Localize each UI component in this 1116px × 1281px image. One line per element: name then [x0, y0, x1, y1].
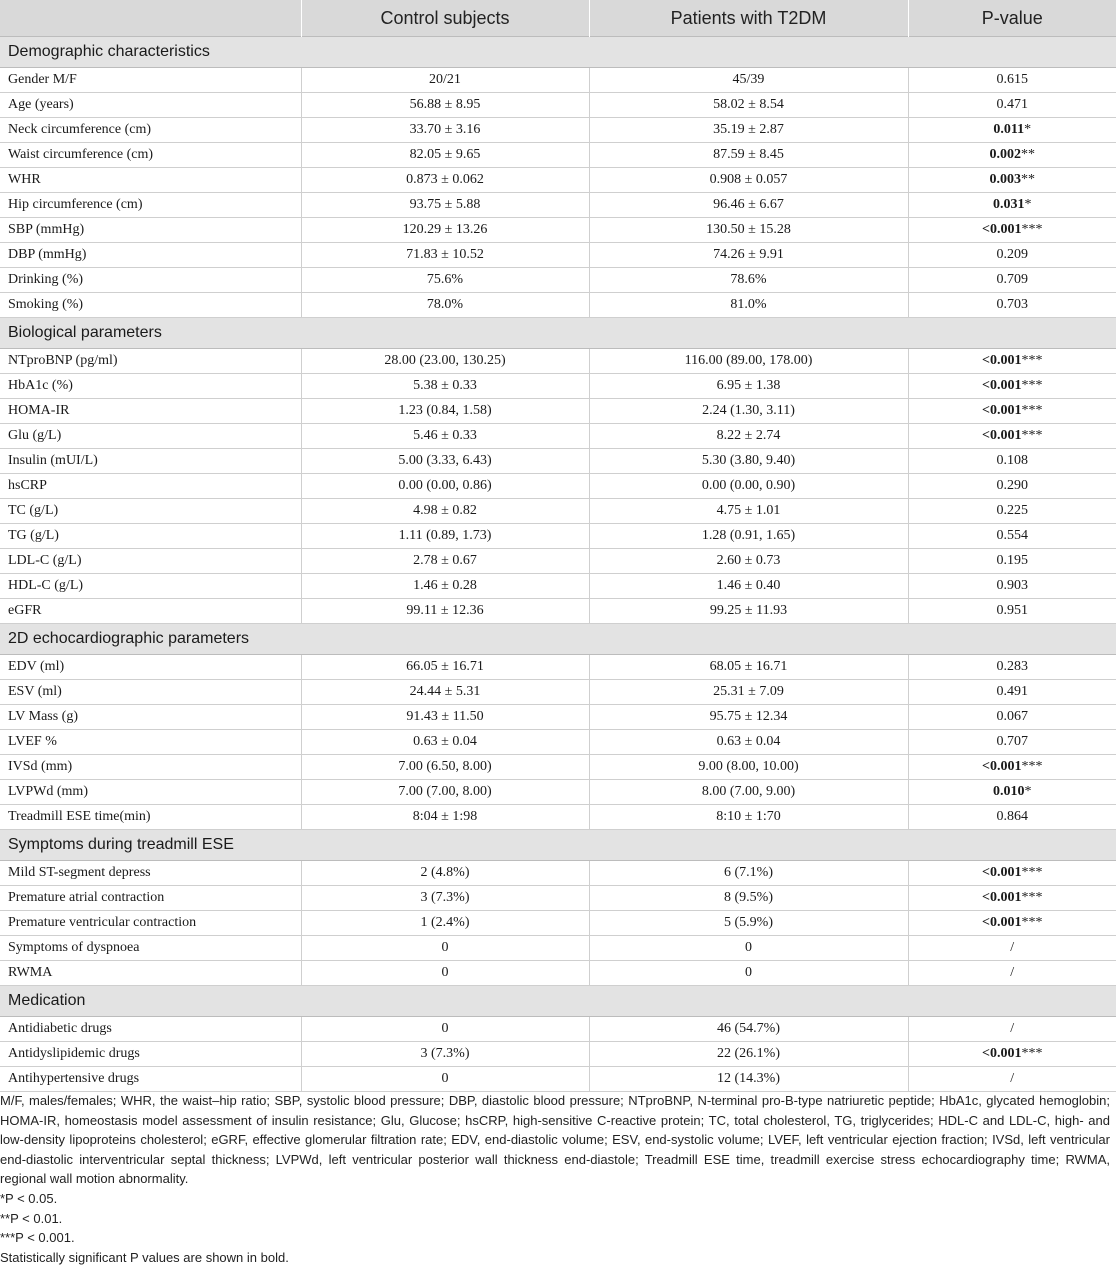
table-row — [0, 374, 1116, 399]
section-row — [0, 624, 1116, 655]
control-value: 0 — [301, 961, 589, 986]
control-value: 93.75 ± 5.88 — [301, 193, 589, 218]
row-label: LVPWd (mm) — [0, 780, 301, 805]
control-value: 7.00 (6.50, 8.00) — [301, 755, 589, 780]
significance-stars: *** — [1021, 428, 1043, 443]
p-value: 0.225 — [996, 503, 1028, 518]
control-value: 0 — [301, 936, 589, 961]
t2dm-value: 2.60 ± 0.73 — [589, 549, 908, 574]
row-label: Symptoms of dyspnoea — [0, 936, 301, 961]
row-label: Neck circumference (cm) — [0, 118, 301, 143]
table-row — [0, 886, 1116, 911]
p-value: <0.001 — [982, 865, 1022, 880]
table-row — [0, 499, 1116, 524]
table-row — [0, 599, 1116, 624]
table-row — [0, 268, 1116, 293]
row-label: LV Mass (g) — [0, 705, 301, 730]
row-label: Insulin (mUI/L) — [0, 449, 301, 474]
row-label: ESV (ml) — [0, 680, 301, 705]
t2dm-value: 87.59 ± 8.45 — [589, 143, 908, 168]
p-value: 0.290 — [996, 478, 1028, 493]
row-label: Glu (g/L) — [0, 424, 301, 449]
table-row — [0, 1042, 1116, 1067]
t2dm-value: 8.22 ± 2.74 — [589, 424, 908, 449]
control-value: 1.46 ± 0.28 — [301, 574, 589, 599]
control-value: 8:04 ± 1:98 — [301, 805, 589, 830]
control-value: 0 — [301, 1017, 589, 1042]
table-row — [0, 399, 1116, 424]
p-value-cell — [908, 93, 1116, 118]
section-title: Demographic characteristics — [0, 37, 1116, 68]
p-value-cell — [908, 424, 1116, 449]
t2dm-value: 8.00 (7.00, 9.00) — [589, 780, 908, 805]
t2dm-value: 81.0% — [589, 293, 908, 318]
p-value: / — [1010, 1071, 1015, 1086]
t2dm-value: 68.05 ± 16.71 — [589, 655, 908, 680]
row-label: LVEF % — [0, 730, 301, 755]
t2dm-value: 0.00 (0.00, 0.90) — [589, 474, 908, 499]
t2dm-value: 2.24 (1.30, 3.11) — [589, 399, 908, 424]
table-row — [0, 118, 1116, 143]
row-label: Antidiabetic drugs — [0, 1017, 301, 1042]
row-label: WHR — [0, 168, 301, 193]
p-value-cell — [908, 218, 1116, 243]
significance-stars: *** — [1021, 378, 1043, 393]
p-value-cell — [908, 524, 1116, 549]
header-label-column — [0, 0, 301, 37]
control-value: 1.23 (0.84, 1.58) — [301, 399, 589, 424]
p-value-cell — [908, 780, 1116, 805]
p-value: 0.615 — [996, 72, 1028, 87]
p-value: 0.491 — [996, 684, 1028, 699]
row-label: Premature ventricular contraction — [0, 911, 301, 936]
significance-note-1: *P < 0.05. — [0, 1190, 58, 1206]
t2dm-value: 116.00 (89.00, 178.00) — [589, 349, 908, 374]
control-value: 0 — [301, 1067, 589, 1092]
significance-stars: ** — [1021, 147, 1035, 162]
p-value-cell — [908, 374, 1116, 399]
row-label: Drinking (%) — [0, 268, 301, 293]
t2dm-value: 5.30 (3.80, 9.40) — [589, 449, 908, 474]
p-value-cell — [908, 268, 1116, 293]
row-label: Gender M/F — [0, 68, 301, 93]
p-value-cell — [908, 861, 1116, 886]
p-value: 0.709 — [996, 272, 1028, 287]
significance-stars: *** — [1021, 222, 1043, 237]
control-value: 33.70 ± 3.16 — [301, 118, 589, 143]
p-value-cell — [908, 399, 1116, 424]
t2dm-value: 1.28 (0.91, 1.65) — [589, 524, 908, 549]
p-value-cell — [908, 449, 1116, 474]
table-row — [0, 93, 1116, 118]
control-value: 120.29 ± 13.26 — [301, 218, 589, 243]
row-label: HbA1c (%) — [0, 374, 301, 399]
p-value: <0.001 — [982, 890, 1022, 905]
p-value: 0.903 — [996, 578, 1028, 593]
control-value: 2.78 ± 0.67 — [301, 549, 589, 574]
p-value-cell — [908, 168, 1116, 193]
p-value: 0.864 — [996, 809, 1028, 824]
table-row — [0, 911, 1116, 936]
table-row — [0, 1017, 1116, 1042]
table-row — [0, 805, 1116, 830]
table-row — [0, 574, 1116, 599]
row-label: Antidyslipidemic drugs — [0, 1042, 301, 1067]
t2dm-value: 22 (26.1%) — [589, 1042, 908, 1067]
header-control-subjects: Control subjects — [301, 0, 589, 37]
control-value: 1.11 (0.89, 1.73) — [301, 524, 589, 549]
p-value-cell — [908, 1017, 1116, 1042]
control-value: 1 (2.4%) — [301, 911, 589, 936]
table-header — [0, 0, 1116, 37]
p-value-cell — [908, 655, 1116, 680]
table-row — [0, 730, 1116, 755]
p-value-cell — [908, 549, 1116, 574]
control-value: 0.00 (0.00, 0.86) — [301, 474, 589, 499]
p-value-cell — [908, 705, 1116, 730]
bold-values-note: Statistically significant P values are shown in bold. — [0, 1249, 289, 1265]
t2dm-value: 45/39 — [589, 68, 908, 93]
section-row — [0, 318, 1116, 349]
p-value: 0.703 — [996, 297, 1028, 312]
t2dm-value: 96.46 ± 6.67 — [589, 193, 908, 218]
significance-stars: *** — [1021, 1046, 1043, 1061]
p-value: 0.003 — [989, 172, 1021, 187]
row-label: hsCRP — [0, 474, 301, 499]
row-label: SBP (mmHg) — [0, 218, 301, 243]
control-value: 5.46 ± 0.33 — [301, 424, 589, 449]
row-label: Smoking (%) — [0, 293, 301, 318]
p-value: 0.031 — [993, 197, 1025, 212]
table-row — [0, 193, 1116, 218]
control-value: 2 (4.8%) — [301, 861, 589, 886]
control-value: 5.38 ± 0.33 — [301, 374, 589, 399]
significance-stars: * — [1024, 784, 1032, 799]
row-label: Hip circumference (cm) — [0, 193, 301, 218]
t2dm-value: 1.46 ± 0.40 — [589, 574, 908, 599]
p-value-cell — [908, 599, 1116, 624]
p-value: 0.707 — [996, 734, 1028, 749]
control-value: 56.88 ± 8.95 — [301, 93, 589, 118]
control-value: 91.43 ± 11.50 — [301, 705, 589, 730]
p-value: <0.001 — [982, 915, 1022, 930]
p-value: 0.002 — [989, 147, 1021, 162]
table-row — [0, 755, 1116, 780]
row-label: eGFR — [0, 599, 301, 624]
table-row — [0, 424, 1116, 449]
p-value-cell — [908, 755, 1116, 780]
t2dm-value: 95.75 ± 12.34 — [589, 705, 908, 730]
row-label: Waist circumference (cm) — [0, 143, 301, 168]
row-label: Treadmill ESE time(min) — [0, 805, 301, 830]
table-row — [0, 861, 1116, 886]
significance-note-2: **P < 0.01. — [0, 1210, 63, 1226]
row-label: Antihypertensive drugs — [0, 1067, 301, 1092]
control-value: 0.873 ± 0.062 — [301, 168, 589, 193]
significance-stars: *** — [1021, 915, 1043, 930]
t2dm-value: 78.6% — [589, 268, 908, 293]
t2dm-value: 58.02 ± 8.54 — [589, 93, 908, 118]
table-row — [0, 449, 1116, 474]
control-value: 99.11 ± 12.36 — [301, 599, 589, 624]
t2dm-value: 74.26 ± 9.91 — [589, 243, 908, 268]
table-row — [0, 68, 1116, 93]
table-row — [0, 655, 1116, 680]
p-value-cell — [908, 293, 1116, 318]
table-row — [0, 349, 1116, 374]
t2dm-value: 6.95 ± 1.38 — [589, 374, 908, 399]
significance-stars: *** — [1021, 890, 1043, 905]
control-value: 0.63 ± 0.04 — [301, 730, 589, 755]
row-label: TG (g/L) — [0, 524, 301, 549]
t2dm-value: 8:10 ± 1:70 — [589, 805, 908, 830]
p-value-cell — [908, 886, 1116, 911]
row-label: EDV (ml) — [0, 655, 301, 680]
significance-stars: *** — [1021, 403, 1043, 418]
control-value: 3 (7.3%) — [301, 1042, 589, 1067]
section-row — [0, 986, 1116, 1017]
row-label: RWMA — [0, 961, 301, 986]
p-value-cell — [908, 499, 1116, 524]
table-row — [0, 243, 1116, 268]
t2dm-value: 4.75 ± 1.01 — [589, 499, 908, 524]
section-title: Medication — [0, 986, 1116, 1017]
p-value: 0.951 — [996, 603, 1028, 618]
t2dm-value: 5 (5.9%) — [589, 911, 908, 936]
significance-stars: * — [1024, 122, 1032, 137]
p-value-cell — [908, 349, 1116, 374]
row-label: LDL-C (g/L) — [0, 549, 301, 574]
p-value-cell — [908, 911, 1116, 936]
control-value: 82.05 ± 9.65 — [301, 143, 589, 168]
row-label: DBP (mmHg) — [0, 243, 301, 268]
table-row — [0, 680, 1116, 705]
row-label: Age (years) — [0, 93, 301, 118]
table-row — [0, 168, 1116, 193]
row-label: HOMA-IR — [0, 399, 301, 424]
section-row — [0, 37, 1116, 68]
p-value: <0.001 — [982, 222, 1022, 237]
table-row — [0, 549, 1116, 574]
significance-stars: ** — [1021, 172, 1035, 187]
p-value-cell — [908, 680, 1116, 705]
p-value: <0.001 — [982, 403, 1022, 418]
table-body — [0, 37, 1116, 1092]
control-value: 3 (7.3%) — [301, 886, 589, 911]
control-value: 28.00 (23.00, 130.25) — [301, 349, 589, 374]
p-value: 0.554 — [996, 528, 1028, 543]
t2dm-value: 99.25 ± 11.93 — [589, 599, 908, 624]
section-title: Symptoms during treadmill ESE — [0, 830, 1116, 861]
table-row — [0, 474, 1116, 499]
p-value-cell — [908, 936, 1116, 961]
abbreviations-note: M/F, males/females; WHR, the waist–hip ratio; SBP, systolic blood pressure; DBP, diastolic blood pressure; NTproBNP, N-terminal pro-B-type natriuretic peptide; HbA1c, glycated hemoglobin; HOMA-IR, homeostasis model assessment of insulin resistance; Glu, Glucose; hsCRP, high-sensitive C-reactive protein; TC, total cholesterol, TG, triglycerides; HDL-C and LDL-C, high- and low-density lipoproteins cholesterol; eGRF, effective glomerular filtration rate; EDV, end-diastolic volume; ESV, end-systolic volume; LVEF, left ventricular ejection fraction; IVSd, left ventricular end-diastolic interventricular septal thickness; LVPWd, left ventricular posterior wall thickness end-diastole; Treadmill ESE time, treadmill exercise stress echocardiography time; RWMA, regional wall motion abnormality. — [0, 1093, 1110, 1187]
control-value: 5.00 (3.33, 6.43) — [301, 449, 589, 474]
p-value: 0.195 — [996, 553, 1028, 568]
t2dm-value: 0 — [589, 961, 908, 986]
table-row — [0, 1067, 1116, 1092]
t2dm-value: 12 (14.3%) — [589, 1067, 908, 1092]
table-row — [0, 705, 1116, 730]
t2dm-value: 0 — [589, 936, 908, 961]
p-value: <0.001 — [982, 1046, 1022, 1061]
p-value: <0.001 — [982, 378, 1022, 393]
control-value: 71.83 ± 10.52 — [301, 243, 589, 268]
p-value-cell — [908, 574, 1116, 599]
p-value-cell — [908, 243, 1116, 268]
row-label: Premature atrial contraction — [0, 886, 301, 911]
control-value: 78.0% — [301, 293, 589, 318]
p-value: / — [1010, 1021, 1015, 1036]
control-value: 4.98 ± 0.82 — [301, 499, 589, 524]
significance-stars: *** — [1021, 865, 1043, 880]
significance-note-3: ***P < 0.001. — [0, 1230, 75, 1246]
row-label: IVSd (mm) — [0, 755, 301, 780]
p-value: 0.108 — [996, 453, 1028, 468]
p-value: 0.010 — [993, 784, 1025, 799]
t2dm-value: 6 (7.1%) — [589, 861, 908, 886]
section-row — [0, 830, 1116, 861]
control-value: 66.05 ± 16.71 — [301, 655, 589, 680]
table-row — [0, 524, 1116, 549]
table-footnotes — [0, 1091, 1110, 1267]
header-patients-t2dm: Patients with T2DM — [589, 0, 908, 37]
control-value: 20/21 — [301, 68, 589, 93]
t2dm-value: 130.50 ± 15.28 — [589, 218, 908, 243]
p-value: 0.011 — [993, 122, 1025, 137]
table-row — [0, 218, 1116, 243]
p-value-cell — [908, 474, 1116, 499]
p-value: 0.209 — [996, 247, 1028, 262]
p-value: 0.067 — [996, 709, 1028, 724]
row-label: Mild ST-segment depress — [0, 861, 301, 886]
table-row — [0, 780, 1116, 805]
p-value-cell — [908, 143, 1116, 168]
p-value: 0.471 — [996, 97, 1028, 112]
table-row — [0, 961, 1116, 986]
section-title: 2D echocardiographic parameters — [0, 624, 1116, 655]
p-value: <0.001 — [982, 759, 1022, 774]
significance-stars: *** — [1021, 759, 1043, 774]
section-title: Biological parameters — [0, 318, 1116, 349]
row-label: TC (g/L) — [0, 499, 301, 524]
control-value: 7.00 (7.00, 8.00) — [301, 780, 589, 805]
p-value-cell — [908, 961, 1116, 986]
significance-stars: * — [1024, 197, 1032, 212]
p-value: <0.001 — [982, 353, 1022, 368]
table-row — [0, 936, 1116, 961]
t2dm-value: 35.19 ± 2.87 — [589, 118, 908, 143]
p-value-cell — [908, 805, 1116, 830]
t2dm-value: 8 (9.5%) — [589, 886, 908, 911]
p-value: <0.001 — [982, 428, 1022, 443]
p-value: 0.283 — [996, 659, 1028, 674]
p-value: / — [1010, 940, 1015, 955]
control-value: 75.6% — [301, 268, 589, 293]
p-value-cell — [908, 1042, 1116, 1067]
significance-stars: *** — [1021, 353, 1043, 368]
t2dm-value: 9.00 (8.00, 10.00) — [589, 755, 908, 780]
p-value-cell — [908, 730, 1116, 755]
header-p-value: P-value — [908, 0, 1116, 37]
p-value-cell — [908, 68, 1116, 93]
t2dm-value: 46 (54.7%) — [589, 1017, 908, 1042]
p-value-cell — [908, 118, 1116, 143]
p-value: / — [1010, 965, 1015, 980]
row-label: HDL-C (g/L) — [0, 574, 301, 599]
p-value-cell — [908, 193, 1116, 218]
row-label: NTproBNP (pg/ml) — [0, 349, 301, 374]
table-row — [0, 293, 1116, 318]
t2dm-value: 0.63 ± 0.04 — [589, 730, 908, 755]
t2dm-value: 0.908 ± 0.057 — [589, 168, 908, 193]
p-value-cell — [908, 1067, 1116, 1092]
control-value: 24.44 ± 5.31 — [301, 680, 589, 705]
table-row — [0, 143, 1116, 168]
t2dm-value: 25.31 ± 7.09 — [589, 680, 908, 705]
